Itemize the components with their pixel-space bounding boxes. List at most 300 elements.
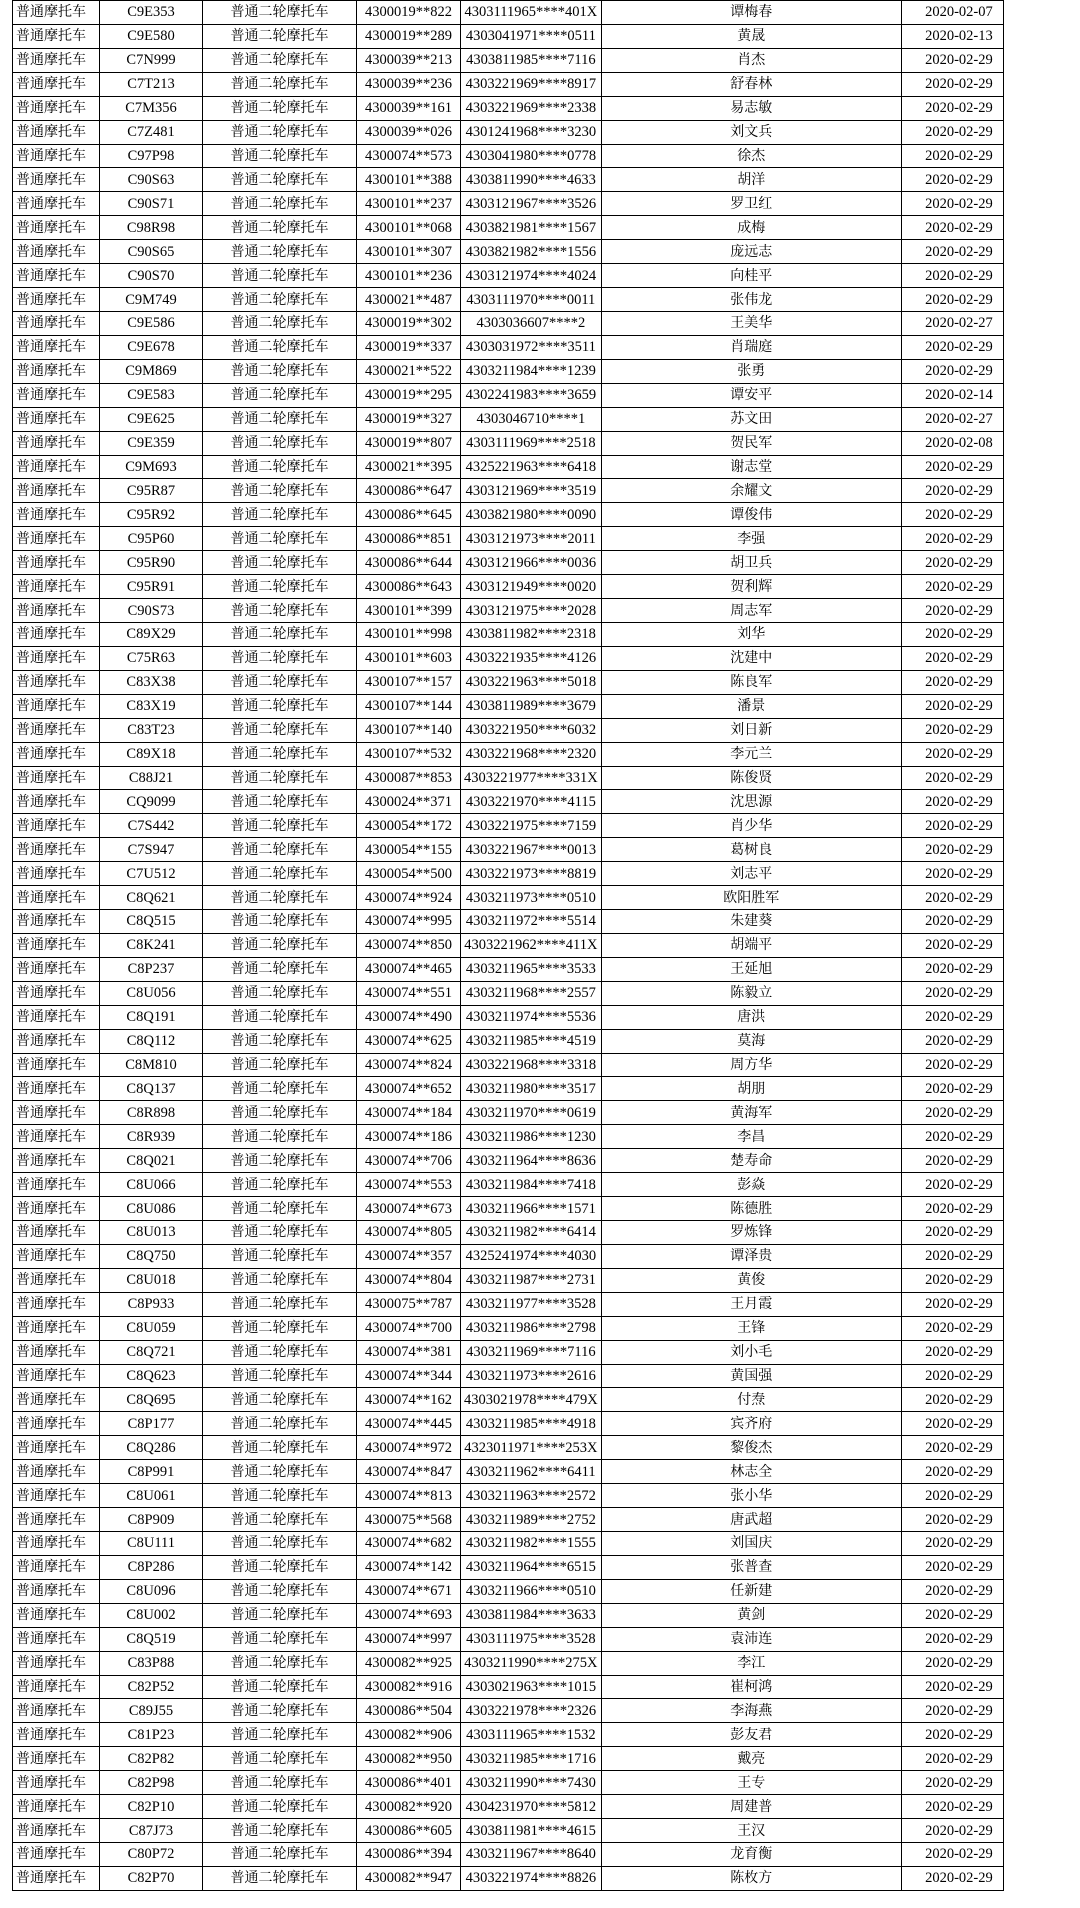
date-cell: 2020-02-29 xyxy=(901,48,1003,72)
table-row xyxy=(13,670,1004,694)
vehicle-category-cell: 普通二轮摩托车 xyxy=(203,24,357,48)
table-row xyxy=(13,383,1004,407)
vehicle-type-cell: 普通摩托车 xyxy=(13,1149,100,1173)
table-row xyxy=(13,575,1004,599)
id-number-cell: 4303121974****4024 xyxy=(461,264,602,288)
date-cell: 2020-02-29 xyxy=(901,72,1003,96)
certificate-number-cell: 4300086**647 xyxy=(357,479,461,503)
certificate-number-cell: 4300074**553 xyxy=(357,1173,461,1197)
table-row xyxy=(13,1484,1004,1508)
plate-number-cell: C82P98 xyxy=(100,1771,203,1795)
certificate-number-cell: 4300074**924 xyxy=(357,886,461,910)
plate-number-cell: C8Q191 xyxy=(100,1005,203,1029)
vehicle-category-cell: 普通二轮摩托车 xyxy=(203,551,357,575)
date-cell: 2020-02-29 xyxy=(901,742,1003,766)
id-number-cell: 4303211964****6515 xyxy=(461,1555,602,1579)
vehicle-type-cell: 普通摩托车 xyxy=(13,1842,100,1866)
plate-number-cell: C8Q112 xyxy=(100,1029,203,1053)
id-number-cell: 4303211966****0510 xyxy=(461,1579,602,1603)
owner-name-cell: 徐杰 xyxy=(601,144,901,168)
owner-name-cell: 王锋 xyxy=(601,1316,901,1340)
vehicle-category-cell: 普通二轮摩托车 xyxy=(203,1699,357,1723)
certificate-number-cell: 4300074**142 xyxy=(357,1555,461,1579)
vehicle-category-cell: 普通二轮摩托车 xyxy=(203,1460,357,1484)
plate-number-cell: C82P52 xyxy=(100,1675,203,1699)
vehicle-type-cell: 普通摩托车 xyxy=(13,144,100,168)
id-number-cell: 4303211962****6411 xyxy=(461,1460,602,1484)
id-number-cell: 4303211984****1239 xyxy=(461,359,602,383)
date-cell: 2020-02-29 xyxy=(901,1747,1003,1771)
plate-number-cell: C9E353 xyxy=(100,1,203,25)
vehicle-category-cell: 普通二轮摩托车 xyxy=(203,1819,357,1843)
vehicle-category-cell: 普通二轮摩托车 xyxy=(203,1555,357,1579)
table-row xyxy=(13,1388,1004,1412)
date-cell: 2020-02-29 xyxy=(901,838,1003,862)
table-row xyxy=(13,1364,1004,1388)
certificate-number-cell: 4300101**237 xyxy=(357,192,461,216)
plate-number-cell: C89X29 xyxy=(100,622,203,646)
plate-number-cell: C90S71 xyxy=(100,192,203,216)
owner-name-cell: 李江 xyxy=(601,1651,901,1675)
id-number-cell: 4303211977****3528 xyxy=(461,1292,602,1316)
vehicle-category-cell: 普通二轮摩托车 xyxy=(203,1125,357,1149)
certificate-number-cell: 4300086**605 xyxy=(357,1819,461,1843)
vehicle-type-cell: 普通摩托车 xyxy=(13,670,100,694)
vehicle-type-cell: 普通摩托车 xyxy=(13,288,100,312)
vehicle-category-cell: 普通二轮摩托车 xyxy=(203,1053,357,1077)
vehicle-category-cell: 普通二轮摩托车 xyxy=(203,742,357,766)
date-cell: 2020-02-27 xyxy=(901,311,1003,335)
plate-number-cell: C8Q021 xyxy=(100,1149,203,1173)
vehicle-type-cell: 普通摩托车 xyxy=(13,1532,100,1556)
owner-name-cell: 苏文田 xyxy=(601,407,901,431)
vehicle-type-cell: 普通摩托车 xyxy=(13,694,100,718)
owner-name-cell: 舒春林 xyxy=(601,72,901,96)
certificate-number-cell: 4300086**504 xyxy=(357,1699,461,1723)
owner-name-cell: 易志敏 xyxy=(601,96,901,120)
date-cell: 2020-02-29 xyxy=(901,718,1003,742)
date-cell: 2020-02-29 xyxy=(901,1316,1003,1340)
plate-number-cell: C82P10 xyxy=(100,1795,203,1819)
date-cell: 2020-02-29 xyxy=(901,1819,1003,1843)
id-number-cell: 4303221977****331X xyxy=(461,766,602,790)
date-cell: 2020-02-07 xyxy=(901,1,1003,25)
table-row xyxy=(13,48,1004,72)
certificate-number-cell: 4300019**807 xyxy=(357,431,461,455)
owner-name-cell: 唐武超 xyxy=(601,1508,901,1532)
table-row xyxy=(13,1532,1004,1556)
vehicle-type-cell: 普通摩托车 xyxy=(13,1795,100,1819)
date-cell: 2020-02-29 xyxy=(901,168,1003,192)
certificate-number-cell: 4300074**625 xyxy=(357,1029,461,1053)
vehicle-category-cell: 普通二轮摩托车 xyxy=(203,72,357,96)
vehicle-type-cell: 普通摩托车 xyxy=(13,599,100,623)
certificate-number-cell: 4300086**643 xyxy=(357,575,461,599)
owner-name-cell: 周志军 xyxy=(601,599,901,623)
id-number-cell: 4303121973****2011 xyxy=(461,527,602,551)
table-row xyxy=(13,407,1004,431)
id-number-cell: 4303111970****0011 xyxy=(461,288,602,312)
vehicle-type-cell: 普通摩托车 xyxy=(13,455,100,479)
vehicle-category-cell: 普通二轮摩托车 xyxy=(203,981,357,1005)
id-number-cell: 4303211985****1716 xyxy=(461,1747,602,1771)
table-row xyxy=(13,551,1004,575)
certificate-number-cell: 4300101**307 xyxy=(357,240,461,264)
table-row xyxy=(13,168,1004,192)
id-number-cell: 4303221978****2326 xyxy=(461,1699,602,1723)
table-row xyxy=(13,1603,1004,1627)
table-row xyxy=(13,288,1004,312)
id-number-cell: 4303211965****3533 xyxy=(461,957,602,981)
plate-number-cell: C8U056 xyxy=(100,981,203,1005)
owner-name-cell: 胡端平 xyxy=(601,933,901,957)
owner-name-cell: 王美华 xyxy=(601,311,901,335)
date-cell: 2020-02-29 xyxy=(901,335,1003,359)
table-row xyxy=(13,240,1004,264)
table-row xyxy=(13,431,1004,455)
owner-name-cell: 刘华 xyxy=(601,622,901,646)
vehicle-type-cell: 普通摩托车 xyxy=(13,838,100,862)
plate-number-cell: C88J21 xyxy=(100,766,203,790)
plate-number-cell: C8P933 xyxy=(100,1292,203,1316)
vehicle-type-cell: 普通摩托车 xyxy=(13,335,100,359)
owner-name-cell: 潘景 xyxy=(601,694,901,718)
owner-name-cell: 贺利辉 xyxy=(601,575,901,599)
vehicle-type-cell: 普通摩托车 xyxy=(13,742,100,766)
vehicle-category-cell: 普通二轮摩托车 xyxy=(203,96,357,120)
vehicle-type-cell: 普通摩托车 xyxy=(13,1460,100,1484)
plate-number-cell: C95R87 xyxy=(100,479,203,503)
plate-number-cell: C90S65 xyxy=(100,240,203,264)
vehicle-category-cell: 普通二轮摩托车 xyxy=(203,670,357,694)
vehicle-type-cell: 普通摩托车 xyxy=(13,527,100,551)
id-number-cell: 4303121975****2028 xyxy=(461,599,602,623)
vehicle-category-cell: 普通二轮摩托车 xyxy=(203,1005,357,1029)
date-cell: 2020-02-29 xyxy=(901,1795,1003,1819)
owner-name-cell: 李强 xyxy=(601,527,901,551)
vehicle-type-cell: 普通摩托车 xyxy=(13,1771,100,1795)
plate-number-cell: C9E359 xyxy=(100,431,203,455)
table-row xyxy=(13,1795,1004,1819)
id-number-cell: 4302241983****3659 xyxy=(461,383,602,407)
vehicle-category-cell: 普通二轮摩托车 xyxy=(203,766,357,790)
plate-number-cell: C8Q286 xyxy=(100,1436,203,1460)
vehicle-category-cell: 普通二轮摩托车 xyxy=(203,1077,357,1101)
owner-name-cell: 罗炼锋 xyxy=(601,1221,901,1245)
vehicle-type-cell: 普通摩托车 xyxy=(13,48,100,72)
owner-name-cell: 张小华 xyxy=(601,1484,901,1508)
table-row xyxy=(13,1866,1004,1890)
date-cell: 2020-02-29 xyxy=(901,1077,1003,1101)
vehicle-category-cell: 普通二轮摩托车 xyxy=(203,814,357,838)
date-cell: 2020-02-29 xyxy=(901,1197,1003,1221)
owner-name-cell: 谭俊伟 xyxy=(601,503,901,527)
id-number-cell: 4303036607****2 xyxy=(461,311,602,335)
certificate-number-cell: 4300021**395 xyxy=(357,455,461,479)
owner-name-cell: 付焘 xyxy=(601,1388,901,1412)
plate-number-cell: C90S70 xyxy=(100,264,203,288)
table-row xyxy=(13,1675,1004,1699)
date-cell: 2020-02-29 xyxy=(901,1699,1003,1723)
vehicle-category-cell: 普通二轮摩托车 xyxy=(203,718,357,742)
certificate-number-cell: 4300074**184 xyxy=(357,1101,461,1125)
date-cell: 2020-02-29 xyxy=(901,503,1003,527)
vehicle-type-cell: 普通摩托车 xyxy=(13,910,100,934)
table-row xyxy=(13,1747,1004,1771)
certificate-number-cell: 4300074**490 xyxy=(357,1005,461,1029)
vehicle-category-cell: 普通二轮摩托车 xyxy=(203,1651,357,1675)
id-number-cell: 4303111965****401X xyxy=(461,1,602,25)
certificate-number-cell: 4300107**140 xyxy=(357,718,461,742)
date-cell: 2020-02-29 xyxy=(901,1388,1003,1412)
plate-number-cell: C8Q750 xyxy=(100,1244,203,1268)
certificate-number-cell: 4300039**026 xyxy=(357,120,461,144)
plate-number-cell: CQ9099 xyxy=(100,790,203,814)
certificate-number-cell: 4300074**805 xyxy=(357,1221,461,1245)
vehicle-type-cell: 普通摩托车 xyxy=(13,120,100,144)
id-number-cell: 4303111975****3528 xyxy=(461,1627,602,1651)
table-row xyxy=(13,694,1004,718)
plate-number-cell: C8R898 xyxy=(100,1101,203,1125)
vehicle-category-cell: 普通二轮摩托车 xyxy=(203,1,357,25)
plate-number-cell: C8U061 xyxy=(100,1484,203,1508)
certificate-number-cell: 4300019**337 xyxy=(357,335,461,359)
vehicle-type-cell: 普通摩托车 xyxy=(13,1675,100,1699)
plate-number-cell: C8M810 xyxy=(100,1053,203,1077)
vehicle-type-cell: 普通摩托车 xyxy=(13,1484,100,1508)
owner-name-cell: 陈良军 xyxy=(601,670,901,694)
vehicle-category-cell: 普通二轮摩托车 xyxy=(203,838,357,862)
vehicle-type-cell: 普通摩托车 xyxy=(13,1388,100,1412)
certificate-number-cell: 4300074**824 xyxy=(357,1053,461,1077)
owner-name-cell: 刘志平 xyxy=(601,862,901,886)
id-number-cell: 4303211966****1571 xyxy=(461,1197,602,1221)
vehicle-type-cell: 普通摩托车 xyxy=(13,1101,100,1125)
date-cell: 2020-02-29 xyxy=(901,1675,1003,1699)
certificate-number-cell: 4300019**302 xyxy=(357,311,461,335)
table-row xyxy=(13,718,1004,742)
plate-number-cell: C8U096 xyxy=(100,1579,203,1603)
vehicle-type-cell: 普通摩托车 xyxy=(13,551,100,575)
table-row xyxy=(13,1412,1004,1436)
owner-name-cell: 肖杰 xyxy=(601,48,901,72)
date-cell: 2020-02-14 xyxy=(901,383,1003,407)
vehicle-category-cell: 普通二轮摩托车 xyxy=(203,1795,357,1819)
plate-number-cell: C7Z481 xyxy=(100,120,203,144)
date-cell: 2020-02-29 xyxy=(901,1005,1003,1029)
date-cell: 2020-02-29 xyxy=(901,1579,1003,1603)
certificate-number-cell: 4300074**671 xyxy=(357,1579,461,1603)
vehicle-type-cell: 普通摩托车 xyxy=(13,862,100,886)
vehicle-category-cell: 普通二轮摩托车 xyxy=(203,383,357,407)
date-cell: 2020-02-29 xyxy=(901,1101,1003,1125)
vehicle-category-cell: 普通二轮摩托车 xyxy=(203,1388,357,1412)
vehicle-category-cell: 普通二轮摩托车 xyxy=(203,1532,357,1556)
id-number-cell: 4303211987****2731 xyxy=(461,1268,602,1292)
id-number-cell: 4303211974****5536 xyxy=(461,1005,602,1029)
table-row xyxy=(13,1268,1004,1292)
owner-name-cell: 庞远志 xyxy=(601,240,901,264)
date-cell: 2020-02-29 xyxy=(901,1053,1003,1077)
owner-name-cell: 贺民军 xyxy=(601,431,901,455)
table-row xyxy=(13,1149,1004,1173)
vehicle-type-cell: 普通摩托车 xyxy=(13,1819,100,1843)
vehicle-category-cell: 普通二轮摩托车 xyxy=(203,1340,357,1364)
certificate-number-cell: 4300107**144 xyxy=(357,694,461,718)
plate-number-cell: C95R92 xyxy=(100,503,203,527)
owner-name-cell: 周方华 xyxy=(601,1053,901,1077)
owner-name-cell: 余耀文 xyxy=(601,479,901,503)
owner-name-cell: 沈建中 xyxy=(601,646,901,670)
date-cell: 2020-02-29 xyxy=(901,1532,1003,1556)
plate-number-cell: C7N999 xyxy=(100,48,203,72)
date-cell: 2020-02-29 xyxy=(901,814,1003,838)
owner-name-cell: 周建普 xyxy=(601,1795,901,1819)
plate-number-cell: C8P991 xyxy=(100,1460,203,1484)
id-number-cell: 4303221975****7159 xyxy=(461,814,602,838)
id-number-cell: 4303221963****5018 xyxy=(461,670,602,694)
owner-name-cell: 张普查 xyxy=(601,1555,901,1579)
date-cell: 2020-02-29 xyxy=(901,1603,1003,1627)
table-row xyxy=(13,1,1004,25)
id-number-cell: 4325241974****4030 xyxy=(461,1244,602,1268)
vehicle-type-cell: 普通摩托车 xyxy=(13,1029,100,1053)
certificate-number-cell: 4300074**706 xyxy=(357,1149,461,1173)
plate-number-cell: C95R91 xyxy=(100,575,203,599)
vehicle-category-cell: 普通二轮摩托车 xyxy=(203,216,357,240)
vehicle-type-cell: 普通摩托车 xyxy=(13,1866,100,1890)
owner-name-cell: 谭安平 xyxy=(601,383,901,407)
plate-number-cell: C83X19 xyxy=(100,694,203,718)
id-number-cell: 4303211970****0619 xyxy=(461,1101,602,1125)
id-number-cell: 4303111965****1532 xyxy=(461,1723,602,1747)
vehicle-category-cell: 普通二轮摩托车 xyxy=(203,694,357,718)
owner-name-cell: 沈思源 xyxy=(601,790,901,814)
owner-name-cell: 肖少华 xyxy=(601,814,901,838)
vehicle-category-cell: 普通二轮摩托车 xyxy=(203,1197,357,1221)
certificate-number-cell: 4300082**947 xyxy=(357,1866,461,1890)
plate-number-cell: C95P60 xyxy=(100,527,203,551)
date-cell: 2020-02-29 xyxy=(901,1460,1003,1484)
plate-number-cell: C8U059 xyxy=(100,1316,203,1340)
table-row xyxy=(13,1053,1004,1077)
certificate-number-cell: 4300024**371 xyxy=(357,790,461,814)
table-row xyxy=(13,933,1004,957)
vehicle-type-cell: 普通摩托车 xyxy=(13,24,100,48)
owner-name-cell: 崔柯鸿 xyxy=(601,1675,901,1699)
certificate-number-cell: 4300074**573 xyxy=(357,144,461,168)
id-number-cell: 4303046710****1 xyxy=(461,407,602,431)
plate-number-cell: C9M869 xyxy=(100,359,203,383)
vehicle-type-cell: 普通摩托车 xyxy=(13,1173,100,1197)
date-cell: 2020-02-29 xyxy=(901,1292,1003,1316)
certificate-number-cell: 4300086**645 xyxy=(357,503,461,527)
certificate-number-cell: 4300074**804 xyxy=(357,1268,461,1292)
plate-number-cell: C87J73 xyxy=(100,1819,203,1843)
owner-name-cell: 莫海 xyxy=(601,1029,901,1053)
date-cell: 2020-02-29 xyxy=(901,551,1003,575)
table-row xyxy=(13,981,1004,1005)
table-row xyxy=(13,335,1004,359)
table-row xyxy=(13,1508,1004,1532)
certificate-number-cell: 4300086**851 xyxy=(357,527,461,551)
owner-name-cell: 王月霞 xyxy=(601,1292,901,1316)
certificate-number-cell: 4300101**236 xyxy=(357,264,461,288)
vehicle-type-cell: 普通摩托车 xyxy=(13,168,100,192)
owner-name-cell: 陈俊贤 xyxy=(601,766,901,790)
owner-name-cell: 谢志堂 xyxy=(601,455,901,479)
plate-number-cell: C83X38 xyxy=(100,670,203,694)
certificate-number-cell: 4300086**644 xyxy=(357,551,461,575)
table-row xyxy=(13,742,1004,766)
vehicle-type-cell: 普通摩托车 xyxy=(13,1221,100,1245)
id-number-cell: 4303811990****4633 xyxy=(461,168,602,192)
owner-name-cell: 胡朋 xyxy=(601,1077,901,1101)
vehicle-type-cell: 普通摩托车 xyxy=(13,575,100,599)
certificate-number-cell: 4300074**357 xyxy=(357,1244,461,1268)
table-row xyxy=(13,1340,1004,1364)
id-number-cell: 4303211969****7116 xyxy=(461,1340,602,1364)
date-cell: 2020-02-29 xyxy=(901,240,1003,264)
id-number-cell: 4303221969****2338 xyxy=(461,96,602,120)
owner-name-cell: 胡卫兵 xyxy=(601,551,901,575)
plate-number-cell: C98R98 xyxy=(100,216,203,240)
id-number-cell: 4323011971****253X xyxy=(461,1436,602,1460)
certificate-number-cell: 4300101**068 xyxy=(357,216,461,240)
date-cell: 2020-02-29 xyxy=(901,981,1003,1005)
table-row xyxy=(13,1005,1004,1029)
date-cell: 2020-02-29 xyxy=(901,192,1003,216)
table-row xyxy=(13,1460,1004,1484)
table-row xyxy=(13,1699,1004,1723)
id-number-cell: 4303211984****7418 xyxy=(461,1173,602,1197)
id-number-cell: 4303211982****1555 xyxy=(461,1532,602,1556)
vehicle-category-cell: 普通二轮摩托车 xyxy=(203,1268,357,1292)
date-cell: 2020-02-29 xyxy=(901,1555,1003,1579)
table-row xyxy=(13,1173,1004,1197)
vehicle-category-cell: 普通二轮摩托车 xyxy=(203,311,357,335)
certificate-number-cell: 4300054**500 xyxy=(357,862,461,886)
table-row xyxy=(13,1723,1004,1747)
certificate-number-cell: 4300107**532 xyxy=(357,742,461,766)
id-number-cell: 4303221974****8826 xyxy=(461,1866,602,1890)
vehicle-type-cell: 普通摩托车 xyxy=(13,718,100,742)
date-cell: 2020-02-29 xyxy=(901,1412,1003,1436)
date-cell: 2020-02-29 xyxy=(901,1244,1003,1268)
vehicle-type-cell: 普通摩托车 xyxy=(13,981,100,1005)
certificate-number-cell: 4300074**381 xyxy=(357,1340,461,1364)
owner-name-cell: 李海燕 xyxy=(601,1699,901,1723)
certificate-number-cell: 4300074**700 xyxy=(357,1316,461,1340)
vehicle-category-cell: 普通二轮摩托车 xyxy=(203,192,357,216)
vehicle-category-cell: 普通二轮摩托车 xyxy=(203,1603,357,1627)
vehicle-category-cell: 普通二轮摩托车 xyxy=(203,120,357,144)
owner-name-cell: 王专 xyxy=(601,1771,901,1795)
table-row xyxy=(13,1029,1004,1053)
table-row xyxy=(13,1842,1004,1866)
table-row xyxy=(13,814,1004,838)
plate-number-cell: C8R939 xyxy=(100,1125,203,1149)
vehicle-type-cell: 普通摩托车 xyxy=(13,72,100,96)
owner-name-cell: 朱建葵 xyxy=(601,910,901,934)
plate-number-cell: C8Q519 xyxy=(100,1627,203,1651)
certificate-number-cell: 4300074**995 xyxy=(357,910,461,934)
vehicle-type-cell: 普通摩托车 xyxy=(13,431,100,455)
vehicle-type-cell: 普通摩托车 xyxy=(13,383,100,407)
vehicle-type-cell: 普通摩托车 xyxy=(13,1,100,25)
plate-number-cell: C7T213 xyxy=(100,72,203,96)
vehicle-category-cell: 普通二轮摩托车 xyxy=(203,1292,357,1316)
